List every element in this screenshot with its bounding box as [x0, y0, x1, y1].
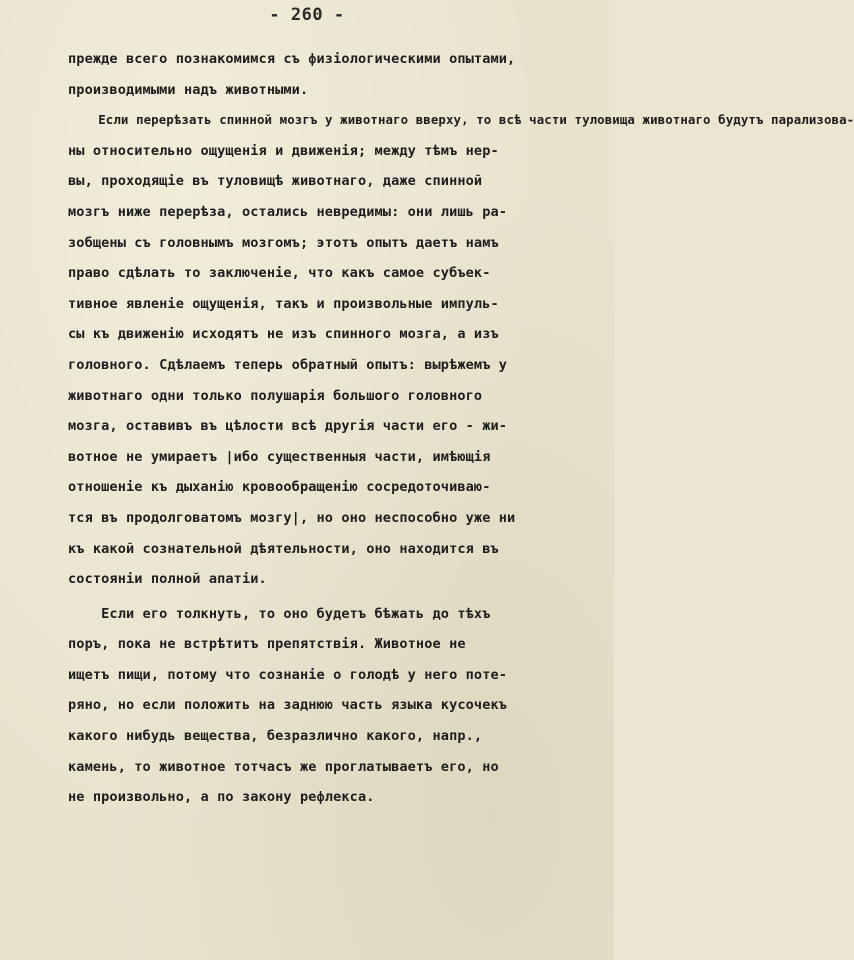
- page-number: - 260 -: [269, 5, 345, 25]
- text-line: не произвольно, а по закону рефлекса.: [68, 789, 375, 806]
- text-line: право сдѣлать то заключенiе, что какъ самое субъек-: [68, 265, 491, 282]
- text-line: животнаго одни только полушарiя большого головного: [68, 387, 483, 404]
- text-line: къ какой сознательной дѣятельности, оно находится въ: [68, 540, 499, 557]
- text-line: зобщены съ головнымъ мозгомъ; этотъ опытъ даетъ намъ: [68, 234, 499, 251]
- text-line: ны относительно ощущенiя и движенiя; между тѣмъ нер-: [68, 142, 499, 159]
- text-line: Если перерѣзать спинной мозгъ у животнаго вверху, то всѣ части туловища животнаго будутъ парализова-: [68, 112, 854, 128]
- text-line: головного. Сдѣлаемъ теперь обратный опытъ: вырѣжемъ у: [68, 356, 508, 373]
- text-line: тся въ продолговатомъ мозгу|, но оно неспособно уже ни: [68, 509, 516, 526]
- text-line: прежде всего познакомимся съ физiологическими опытами,: [68, 51, 516, 67]
- text-line: вы, проходящiе въ туловищѣ животнаго, даже спинной: [68, 173, 483, 190]
- text-line: Если его толкнуть, то оно будетъ бѣжать до тѣхъ: [68, 605, 491, 622]
- body-text: [68, 44, 854, 813]
- text-line: какого нибудь вещества, безразлично какого, напр.,: [68, 728, 483, 745]
- text-line: ряно, но если положить на заднюю часть языка кусочекъ: [68, 697, 508, 714]
- text-line: мозгъ ниже перерѣза, остались невредимы: они лишь ра-: [68, 203, 508, 220]
- text-line: производимыми надъ животными.: [68, 81, 309, 98]
- text-line: тивное явленiе ощущенiя, такъ и произвольные импуль-: [68, 295, 499, 312]
- text-line: камень, то животное тотчасъ же проглатываетъ его, но: [68, 758, 499, 775]
- text-line: сы къ движенiю исходятъ не изъ спинного мозга, а изъ: [68, 326, 499, 343]
- text-line: ищетъ пищи, потому что сознанiе о голодѣ у него поте-: [68, 666, 508, 683]
- text-line: состоянiи полной апатiи.: [68, 571, 267, 588]
- text-line: мозга, оставивъ въ цѣлости всѣ другiя части его - жи-: [68, 418, 508, 435]
- text-line: вотное не умираетъ |ибо существенныя части, имѣющiя: [68, 448, 491, 465]
- text-line: отношенiе къ дыханiю кровообращенiю сосредоточиваю-: [68, 479, 491, 496]
- text-line: поръ, пока не встрѣтитъ препятствiя. Животное не: [68, 636, 466, 653]
